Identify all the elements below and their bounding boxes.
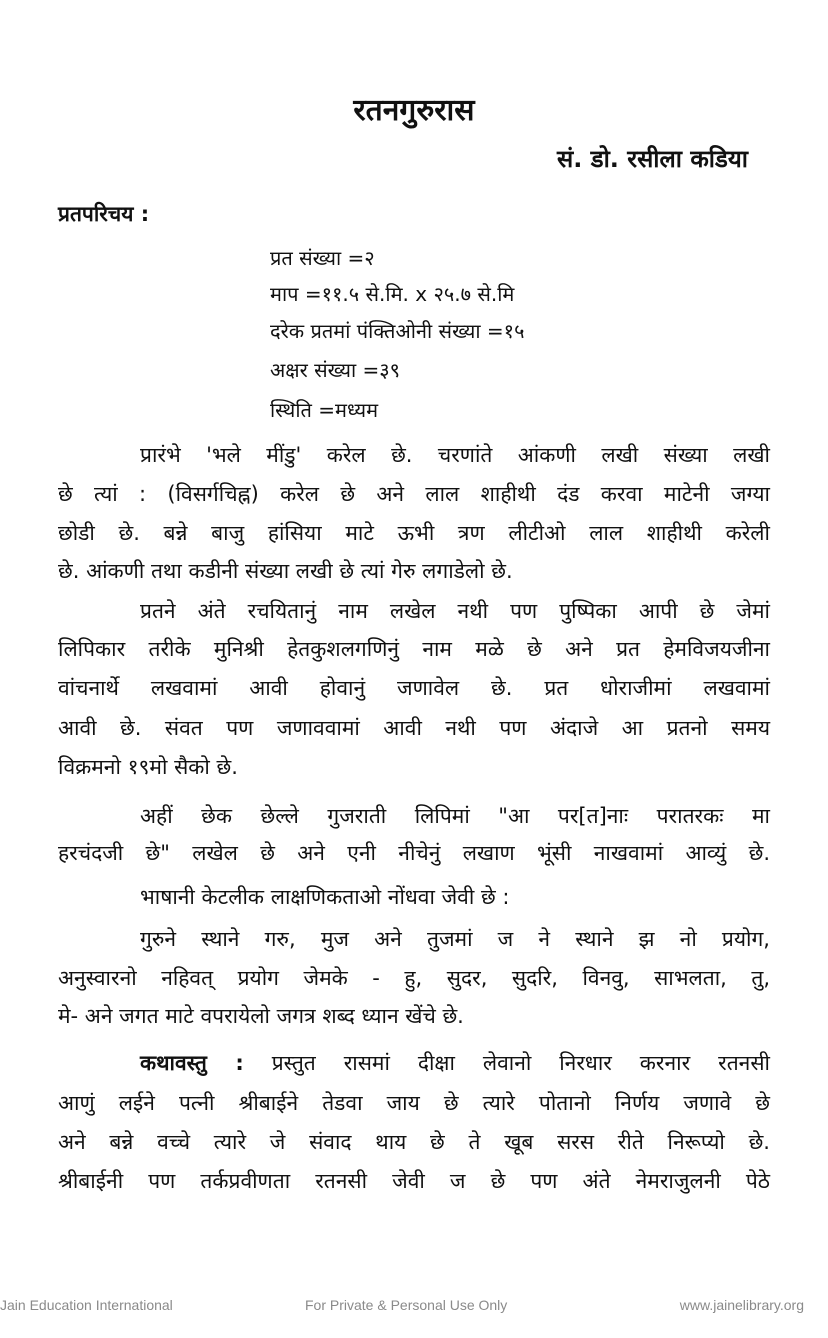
spec-line: अक्षर संख्या =३९ (270, 358, 401, 382)
author: सं. डो. रसीला कडिया (557, 145, 748, 173)
spec-line: प्रत संख्या =२ (270, 246, 375, 270)
paragraph-line: वांचनार्थे लखवामां आवी होवानुं जणावेल छे. प्रत धोराजीमां लखवामां (58, 676, 770, 700)
paragraph-line: आणुं लईने पत्नी श्रीबाईने तेडवा जाय छे त्यारे पोतानो निर्णय जणावे छे (58, 1091, 770, 1115)
paragraph-line: भाषानी केटलीक लाक्षणिकताओ नोंधवा जेवी छे : (140, 885, 510, 909)
page-title: रतनगुरुरास (353, 93, 475, 128)
paragraph-line: विक्रमनो १९मो सैको छे. (58, 755, 238, 779)
footer-left: Jain Education International (0, 1297, 173, 1313)
paragraph-line: मे- अने जगत माटे वपरायेलो जगत्र शब्द ध्यान खेंचे छे. (58, 1004, 464, 1028)
story-text: प्रस्तुत रासमां दीक्षा लेवानो निरधार करनार रतनसी (271, 1051, 770, 1075)
paragraph-line: अहीं छेक छेल्ले गुजराती लिपिमां "आ पर[त]नाः परातरकः मा (140, 804, 770, 828)
story-first-line (140, 1048, 770, 1078)
paragraph-line: अनुस्वारनो नहिवत् प्रयोग जेमके - हु, सुदर, सुदरि, विनवु, साभलता, तु, (58, 966, 770, 990)
paragraph-line: लिपिकार तरीके मुनिश्री हेतकुशलगणिनुं नाम मळे छे अने प्रत हेमविजयजीना (58, 637, 770, 661)
story-label: कथावस्तु : (140, 1051, 244, 1075)
spec-line: माप =११.५ से.मि. x २५.७ से.मि (270, 282, 515, 306)
paragraph-line: अने बन्ने वच्चे त्यारे जे संवाद थाय छे ते खूब सरस रीते निरूप्यो छे. (58, 1130, 770, 1154)
section-heading: प्रतपरिचय : (58, 202, 150, 226)
paragraph-line: छे. आंकणी तथा कडीनी संख्या लखी छे त्यां गेरु लगाडेलो छे. (58, 559, 513, 583)
paragraph-line: गुरुने स्थाने गरु, मुज अने तुजमां ज ने स्थाने झ नो प्रयोग, (140, 927, 770, 951)
paragraph-line: श्रीबाईनी पण तर्कप्रवीणता रतनसी जेवी ज छे पण अंते नेमराजुलनी पेठे (58, 1169, 770, 1193)
paragraph-line: छोडी छे. बन्ने बाजु हांसिया माटे ऊभी त्रण लीटीओ लाल शाहीथी करेली (58, 521, 770, 545)
paragraph-line: हरचंदजी छे" लखेल छे अने एनी नीचेनुं लखाण भूंसी नाखवामां आव्युं छे. (58, 841, 770, 865)
spec-line: स्थिति =मध्यम (270, 398, 379, 422)
paragraph-line: प्रतने अंते रचयितानुं नाम लखेल नथी पण पुष्पिका आपी छे जेमां (140, 599, 770, 623)
spec-line: दरेक प्रतमां पंक्तिओनी संख्या =१५ (270, 319, 525, 343)
paragraph-line: छे त्यां : (विसर्गचिह्न) करेल छे अने लाल शाहीथी दंड करवा माटेनी जग्या (58, 482, 770, 506)
footer-right: www.jainelibrary.org (679, 1297, 804, 1313)
paragraph-line: आवी छे. संवत पण जणाववामां आवी नथी पण अंदाजे आ प्रतनो समय (58, 716, 770, 740)
footer-center: For Private & Personal Use Only (305, 1297, 508, 1313)
paragraph-line: प्रारंभे 'भले मींडु' करेल छे. चरणांते आंकणी लखी संख्या लखी (140, 443, 770, 467)
